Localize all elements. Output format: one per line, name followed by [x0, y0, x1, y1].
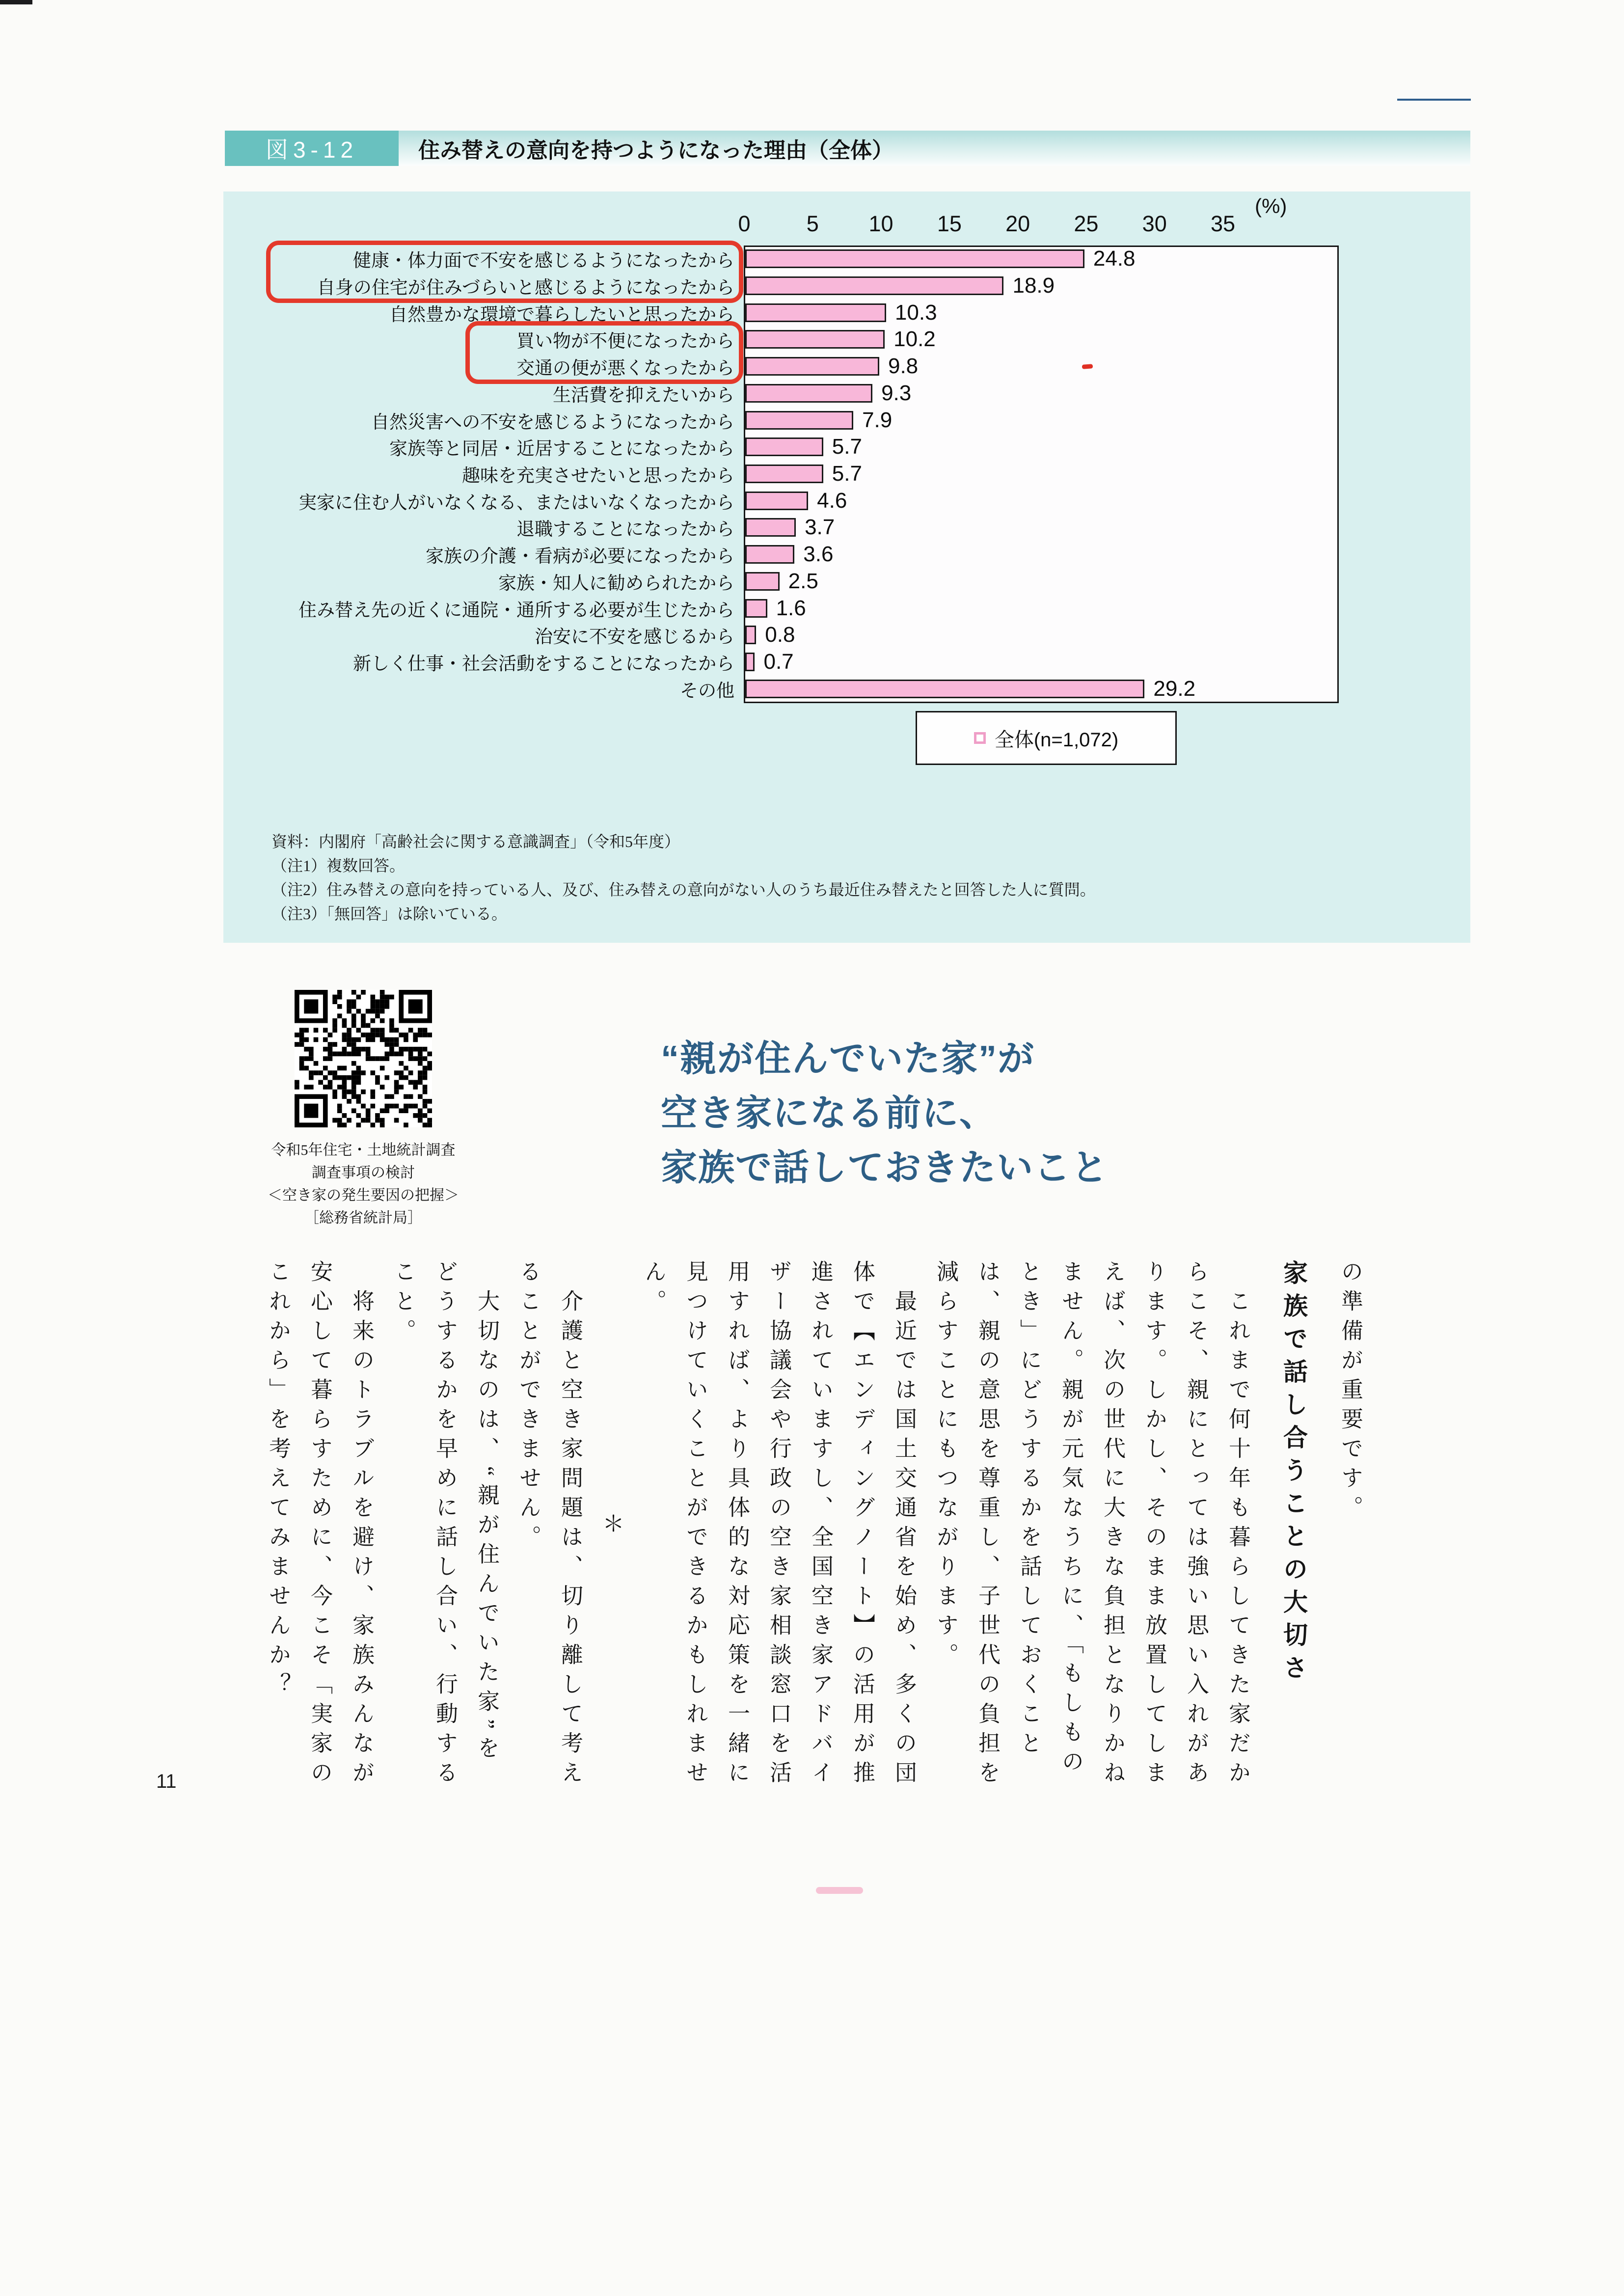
legend-label: 全体(n=1,072): [994, 729, 1119, 751]
bar: [745, 276, 1003, 295]
qr-caption-line: ［総務省統計局］: [304, 1210, 422, 1226]
value-label: 24.8: [1093, 246, 1136, 271]
page-number: 11: [156, 1771, 177, 1792]
category-label: 自身の住宅が住みづらいと感じるようになったから: [317, 277, 734, 298]
article-paragraph: 最近では国土交通省を始め、多くの団体で【エンディングノート】の活用が推進されていますし、全国空き家アドバイザー協議会や行政の空き家相談窓口を活用すれば、より具体的な対応策を一緒に見つけていくことができるかもしれません。: [641, 1260, 916, 1790]
bar: [745, 437, 823, 456]
value-label: 3.6: [803, 542, 834, 567]
bar: [745, 572, 780, 591]
value-label: 2.5: [788, 569, 818, 593]
scan-artifact-pink-dash: [816, 1887, 863, 1894]
category-label: 新しく仕事・社会活動をすることになったから: [353, 653, 734, 674]
axis-unit-label: (%): [1255, 194, 1287, 218]
category-label: 退職することになったから: [516, 519, 734, 540]
value-label: 29.2: [1153, 676, 1196, 701]
category-label: 家族等と同居・近居することになったから: [389, 438, 734, 459]
bar: [745, 545, 794, 564]
qr-caption-line: 令和5年住宅・土地統計調査: [271, 1142, 456, 1158]
headline-line: “親が住んでいた家”が: [661, 1038, 1035, 1079]
x-axis-tick: 10: [868, 211, 893, 236]
qr-caption: [206, 1139, 520, 1230]
value-label: 10.3: [894, 300, 937, 325]
category-label: その他: [680, 680, 734, 701]
bar: [745, 599, 767, 618]
headline-line: 空き家になる前に、: [661, 1093, 997, 1133]
qr-code-svg: [295, 990, 432, 1127]
bar: [745, 518, 796, 537]
bar: [745, 330, 885, 349]
figure-tag: 図3-12: [225, 131, 399, 166]
article-headline: [661, 1031, 1109, 1195]
value-label: 0.7: [763, 649, 794, 674]
bar: [745, 357, 879, 376]
bar: [745, 249, 1084, 268]
highlight-box: [266, 241, 743, 303]
scan-artifact-red-mark: [1082, 364, 1093, 369]
x-axis-tick: 15: [937, 211, 962, 236]
category-label: 自然豊かな環境で暮らしたいと思ったから: [389, 304, 734, 325]
category-label: 実家に住む人がいなくなる、またはいなくなったから: [298, 492, 734, 513]
category-label: 生活費を抑えたいから: [553, 384, 734, 405]
category-label: 家族・知人に勧められたから: [498, 573, 734, 593]
article-body: [257, 1260, 1371, 1793]
category-label: 買い物が不便になったから: [516, 331, 734, 352]
note-line: 資料：内閣府「高齢社会に関する意識調査」（令和5年度）: [271, 833, 680, 850]
value-label: 4.6: [817, 488, 847, 513]
qr-code: [295, 990, 432, 1127]
bar: [745, 465, 823, 483]
value-label: 5.7: [832, 461, 862, 486]
bar: [745, 411, 853, 430]
category-label: 住み替え先の近くに通院・通所する必要が生じたから: [298, 600, 734, 620]
value-label: 3.7: [805, 515, 835, 540]
bar: [745, 653, 755, 671]
x-axis-tick: 5: [806, 211, 819, 236]
article-separator: ＊: [599, 1511, 624, 1541]
figure-title: 住み替えの意向を持つようになった理由（全体）: [399, 131, 1470, 166]
bar: [745, 303, 886, 322]
chart-source-notes: [271, 830, 1096, 926]
scan-artifact-line: [1397, 99, 1471, 101]
highlight-box: [465, 321, 743, 383]
x-axis-tick: 25: [1074, 211, 1099, 236]
qr-caption-line: ＜空き家の発生要因の把握＞: [268, 1187, 459, 1203]
note-line: （注2）住み替えの意向を持っている人、及び、住み替えの意向がない人のうち最近住み替えたと回答した人に質問。: [271, 881, 1096, 899]
category-label: 自然災害への不安を感じるようになったから: [371, 411, 734, 432]
scan-artifact-mark: [0, 0, 32, 4]
value-label: 7.9: [862, 408, 893, 432]
value-label: 18.9: [1012, 273, 1055, 298]
value-label: 9.8: [888, 354, 919, 379]
x-axis-tick: 35: [1210, 211, 1236, 236]
category-label: 趣味を充実させたいと思ったから: [462, 465, 734, 486]
x-axis-tick: 30: [1142, 211, 1167, 236]
bar: [745, 680, 1144, 698]
category-label: 治安に不安を感じるから: [535, 627, 734, 647]
qr-caption-line: 調査事項の検討: [312, 1165, 415, 1181]
article-paragraph: 将来のトラブルを避け、家族みんなが安心して暮らすために、今こそ「実家のこれから」を考えてみませんか？: [266, 1260, 374, 1790]
category-label: 家族の介護・看病が必要になったから: [426, 546, 734, 567]
bar: [745, 626, 756, 644]
legend-marker-icon: [974, 732, 986, 744]
x-axis-tick: 20: [1005, 211, 1030, 236]
value-label: 1.6: [776, 596, 806, 620]
value-label: 10.2: [893, 327, 936, 352]
note-line: （注3）「無回答」は除いている。: [271, 905, 508, 923]
value-label: 9.3: [881, 381, 912, 405]
value-label: 0.8: [765, 623, 795, 647]
bar: [745, 384, 872, 403]
note-line: （注1）複数回答。: [271, 857, 406, 875]
headline-line: 家族で話しておきたいこと: [661, 1147, 1109, 1188]
article-paragraph: これまで何十年も暮らしてきた家だからこそ、親にとっては強い思い入れがあります。しかし、そのまま放置してしまえば、次の世代に大きな負担となりかねません。親が元気なうちに、「もしものとき」にどうするかを話しておくことは、親の意思を尊重し、子世代の負担を減らすことにもつながります。: [933, 1260, 1250, 1790]
article-paragraph: 大切なのは、“親が住んでいた家”をどうするかを早めに話し合い、行動すること。: [391, 1260, 499, 1790]
article-paragraph: 介護と空き家問題は、切り離して考えることができません。: [516, 1260, 582, 1790]
chart-legend: [916, 711, 1177, 765]
category-label: 健康・体力面で不安を感じるようになったから: [353, 250, 734, 271]
bar: [745, 492, 808, 510]
value-label: 5.7: [832, 435, 862, 459]
article-section-heading: 家族で話し合うことの大切さ: [1280, 1260, 1307, 1688]
article-paragraph: の準備が重要です。: [1338, 1260, 1362, 1525]
category-label: 交通の便が悪くなったから: [516, 358, 734, 379]
x-axis-tick: 0: [738, 211, 751, 236]
